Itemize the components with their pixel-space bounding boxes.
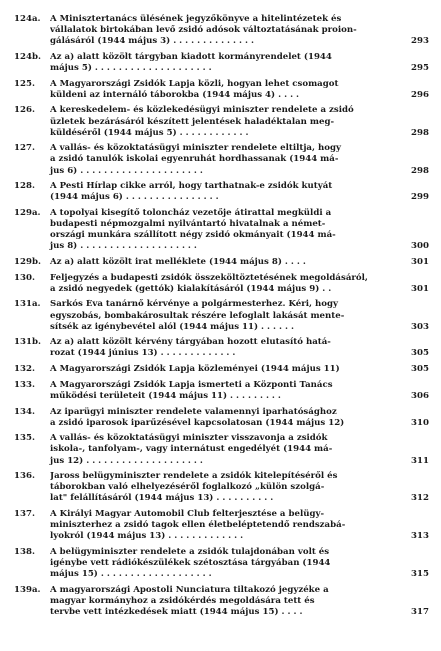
entry-last-line xyxy=(50,192,429,203)
entry-line: A belügyminiszter rendelete a zsidók tulajdonában volt és xyxy=(50,546,330,557)
entry-last-line xyxy=(50,348,429,359)
entry-number: 139a. xyxy=(14,584,41,595)
entry-line: Az a) alatt közölt kérvény tárgyában hozott elutasító hatá- xyxy=(50,337,331,348)
entry-text xyxy=(50,105,429,138)
entry-line: Jaross belügyminiszter rendelete a zsidók kitelepítéséről és xyxy=(50,471,338,482)
entry-line: a zsidó tanulók iskolai egyenruhát hordhassanak (1944 má- xyxy=(50,154,339,165)
toc-entry xyxy=(14,380,429,402)
entry-line: lyokról (1944 május 13) . . . . . . . . . . . . . xyxy=(50,531,244,542)
page-number: 295 xyxy=(411,62,429,73)
entry-number: 132. xyxy=(14,364,35,375)
entry-number: 129a. xyxy=(14,207,41,218)
entry-text xyxy=(50,273,429,295)
entry-number: 131a. xyxy=(14,299,41,310)
entry-number: 131b. xyxy=(14,337,41,348)
entry-line: miniszterhez a zsidó tagok ellen életbeléptetendő rendszabá- xyxy=(50,520,346,531)
page-number: 299 xyxy=(411,192,429,203)
entry-last-line xyxy=(50,364,429,375)
entry-line: rozat (1944 június 13) . . . . . . . . . . . . . xyxy=(50,348,236,359)
entry-number: 125. xyxy=(14,78,35,89)
entry-line: A topolyai kisegítő toloncház vezetője átirattal megküldi a xyxy=(50,207,332,218)
entry-text xyxy=(50,547,429,580)
entry-line: A Magyarországi Zsidók Lapja közleményei (1944 május 11) xyxy=(50,364,340,375)
page-number: 300 xyxy=(411,241,429,252)
page-number: 305 xyxy=(411,348,429,359)
entry-line: jus 6) . . . . . . . . . . . . . . . . . . . . . xyxy=(50,165,203,176)
entry-line: lat" felállításáról (1944 május 13) . . . . . . . . . . xyxy=(50,493,274,504)
entry-number: 133. xyxy=(14,379,35,390)
entry-last-line xyxy=(50,257,429,268)
entry-number: 136. xyxy=(14,471,35,482)
entry-number: 135. xyxy=(14,433,35,444)
entry-line: küldéséről (1944 május 5) . . . . . . . . . . . . xyxy=(50,127,249,138)
entry-number: 127. xyxy=(14,143,35,154)
toc-entry xyxy=(14,181,429,203)
entry-text xyxy=(50,143,429,176)
entry-text xyxy=(50,52,429,74)
entry-line: A kereskedelem- és közlekedésügyi miniszter rendelete a zsidó xyxy=(50,105,354,116)
toc-entry xyxy=(14,208,429,252)
entry-line: A magyarországi Apostoli Nunciatura tiltakozó jegyzéke a xyxy=(50,584,329,595)
toc-entry xyxy=(14,273,429,295)
toc-entry xyxy=(14,471,429,504)
entry-number: 137. xyxy=(14,509,35,520)
toc-entry xyxy=(14,299,429,332)
entry-line: országi munkára szállított négy zsidó okmányait (1944 má- xyxy=(50,230,336,241)
entry-text xyxy=(50,407,429,429)
page-number: 293 xyxy=(411,36,429,47)
entry-last-line xyxy=(50,418,429,429)
entry-line: május 15) . . . . . . . . . . . . . . . . . . . xyxy=(50,569,212,580)
entry-line: iskola-, tanfolyam-, vagy internátust engedélyét (1944 má- xyxy=(50,444,333,455)
entry-last-line xyxy=(50,36,429,47)
entry-last-line xyxy=(50,493,429,504)
page-number: 301 xyxy=(411,256,429,267)
entry-number: 126. xyxy=(14,105,35,116)
entry-line: A Királyi Magyar Automobil Club felterjesztése a belügy- xyxy=(50,509,325,520)
entry-line: gálásáról (1944 május 3) . . . . . . . . . . . . . . xyxy=(50,36,254,47)
entry-line: táborokban való elhelyezéséről foglalkozó „külön szolgá- xyxy=(50,482,325,493)
toc-entry xyxy=(14,337,429,359)
entry-line: Feljegyzés a budapesti zsidók összeköltöztetésének megoldásáról, xyxy=(50,272,368,283)
entry-line: Az a) alatt közölt tárgyban kiadott kormányrendelet (1944 xyxy=(50,51,332,62)
page-number: 315 xyxy=(411,569,429,580)
entry-line: küldeni az internáló táborokba (1944 május 4) . . . . xyxy=(50,89,300,100)
entry-text xyxy=(50,299,429,332)
page-number: 298 xyxy=(411,127,429,138)
entry-line: magyar kormányhoz a zsidókérdés megoldására tett és xyxy=(50,595,315,606)
toc-entry xyxy=(14,52,429,74)
entry-line: működési területeit (1944 május 11) . . . . . . . . . xyxy=(50,390,281,401)
page-number: 301 xyxy=(411,283,429,294)
entry-line: vállalatok birtokában levő zsidó adósok változtatásának proion- xyxy=(50,25,357,36)
toc-entry xyxy=(14,547,429,580)
entry-text xyxy=(50,380,429,402)
entry-text xyxy=(50,337,429,359)
entry-last-line xyxy=(50,531,429,542)
entry-last-line xyxy=(50,241,429,252)
entry-number: 128. xyxy=(14,181,35,192)
toc-entry xyxy=(14,585,429,618)
page-number: 305 xyxy=(411,364,429,375)
entry-number: 130. xyxy=(14,272,35,283)
entry-line: igénybe vett rádiókészülékek szétosztása tárgyában (1944 xyxy=(50,558,331,569)
page-number: 298 xyxy=(411,165,429,176)
entry-last-line xyxy=(50,128,429,139)
toc-entry xyxy=(14,407,429,429)
entry-last-line xyxy=(50,456,429,467)
entry-line: üzletek bezárásáról készített jelentések haladéktalan meg- xyxy=(50,116,335,127)
entry-text xyxy=(50,208,429,252)
entry-last-line xyxy=(50,284,429,295)
page-number: 311 xyxy=(411,455,429,466)
entry-last-line xyxy=(50,607,429,618)
entry-last-line xyxy=(50,63,429,74)
page-number: 306 xyxy=(411,390,429,401)
entry-number: 134. xyxy=(14,406,35,417)
entry-last-line xyxy=(50,391,429,402)
toc-entry xyxy=(14,257,429,268)
page-number: 310 xyxy=(411,417,429,428)
page-number: 312 xyxy=(411,493,429,504)
entry-text xyxy=(50,14,429,47)
entry-number: 124b. xyxy=(14,51,41,62)
page-number: 313 xyxy=(411,531,429,542)
toc-entry xyxy=(14,364,429,375)
entry-line: A Minisztertanács ülésének jegyzőkönyve a hitelintézetek és xyxy=(50,14,342,24)
entry-line: tervbe vett intézkedések miatt (1944 május 15) . . . . xyxy=(50,607,303,617)
entry-text xyxy=(50,433,429,466)
entry-last-line xyxy=(50,569,429,580)
entry-text xyxy=(50,257,429,268)
toc-entry xyxy=(14,143,429,176)
toc-entry xyxy=(14,433,429,466)
entry-line: (1944 május 6) . . . . . . . . . . . . . . . . xyxy=(50,192,219,203)
page-number: 303 xyxy=(411,321,429,332)
entry-line: május 5) . . . . . . . . . . . . . . . . . . . . xyxy=(50,62,212,73)
toc-entry xyxy=(14,105,429,138)
page-number: 317 xyxy=(411,607,429,617)
entry-number: 124a. xyxy=(14,14,41,24)
entry-text xyxy=(50,509,429,542)
toc-entry xyxy=(14,14,429,47)
entry-line: A Magyarországi Zsidók Lapja ismerteti a Központi Tanács xyxy=(50,379,333,390)
entry-last-line xyxy=(50,90,429,101)
entry-text xyxy=(50,585,429,618)
entry-line: sítsék az igénybevétel alól (1944 május 11) . . . . . . xyxy=(50,321,294,332)
entry-line: A Pesti Hírlap cikke arról, hogy tarthatnak-e zsidók kutyát xyxy=(50,181,333,192)
page-number: 296 xyxy=(411,89,429,100)
entry-line: Sarkós Éva tanárnő kérvénye a polgármesterhez. Kéri, hogy xyxy=(50,299,339,310)
entry-line: jus 8) . . . . . . . . . . . . . . . . . . . . xyxy=(50,241,197,252)
entry-text xyxy=(50,181,429,203)
entry-line: Az iparügyi miniszter rendelete valamennyi iparhatósághoz xyxy=(50,406,337,417)
entry-text xyxy=(50,471,429,504)
entry-line: egyszobás, bombakárosultak részére lefoglalt lakását mente- xyxy=(50,310,345,321)
toc-entry xyxy=(14,79,429,101)
entry-line: a zsidó iparosok iparűzésével kapcsolatosan (1944 május 12) xyxy=(50,417,345,428)
entry-text xyxy=(50,79,429,101)
entry-line: Az a) alatt közölt irat melléklete (1944 május 8) . . . . xyxy=(50,256,306,267)
entry-last-line xyxy=(50,322,429,333)
entry-last-line xyxy=(50,166,429,177)
entry-number: 129b. xyxy=(14,256,41,267)
entry-line: A Magyarországi Zsidók Lapja közli, hogyan lehet csomagot xyxy=(50,78,339,89)
entry-line: jus 12) . . . . . . . . . . . . . . . . . . . . xyxy=(50,455,203,466)
entry-line: A vallás- és közoktatásügyi miniszter rendelete eltiltja, hogy xyxy=(50,143,341,154)
entry-number: 138. xyxy=(14,546,35,557)
entry-text xyxy=(50,364,429,375)
entry-line: A vallás- és közoktatásügyi miniszter visszavonja a zsidók xyxy=(50,433,328,444)
entry-line: a zsidó negyedek (gettók) kialakításáról (1944 május 9) . . xyxy=(50,283,332,294)
toc-entry xyxy=(14,509,429,542)
entry-line: budapesti népmozgalmi nyilvántartó hivatalnak a német- xyxy=(50,219,326,230)
